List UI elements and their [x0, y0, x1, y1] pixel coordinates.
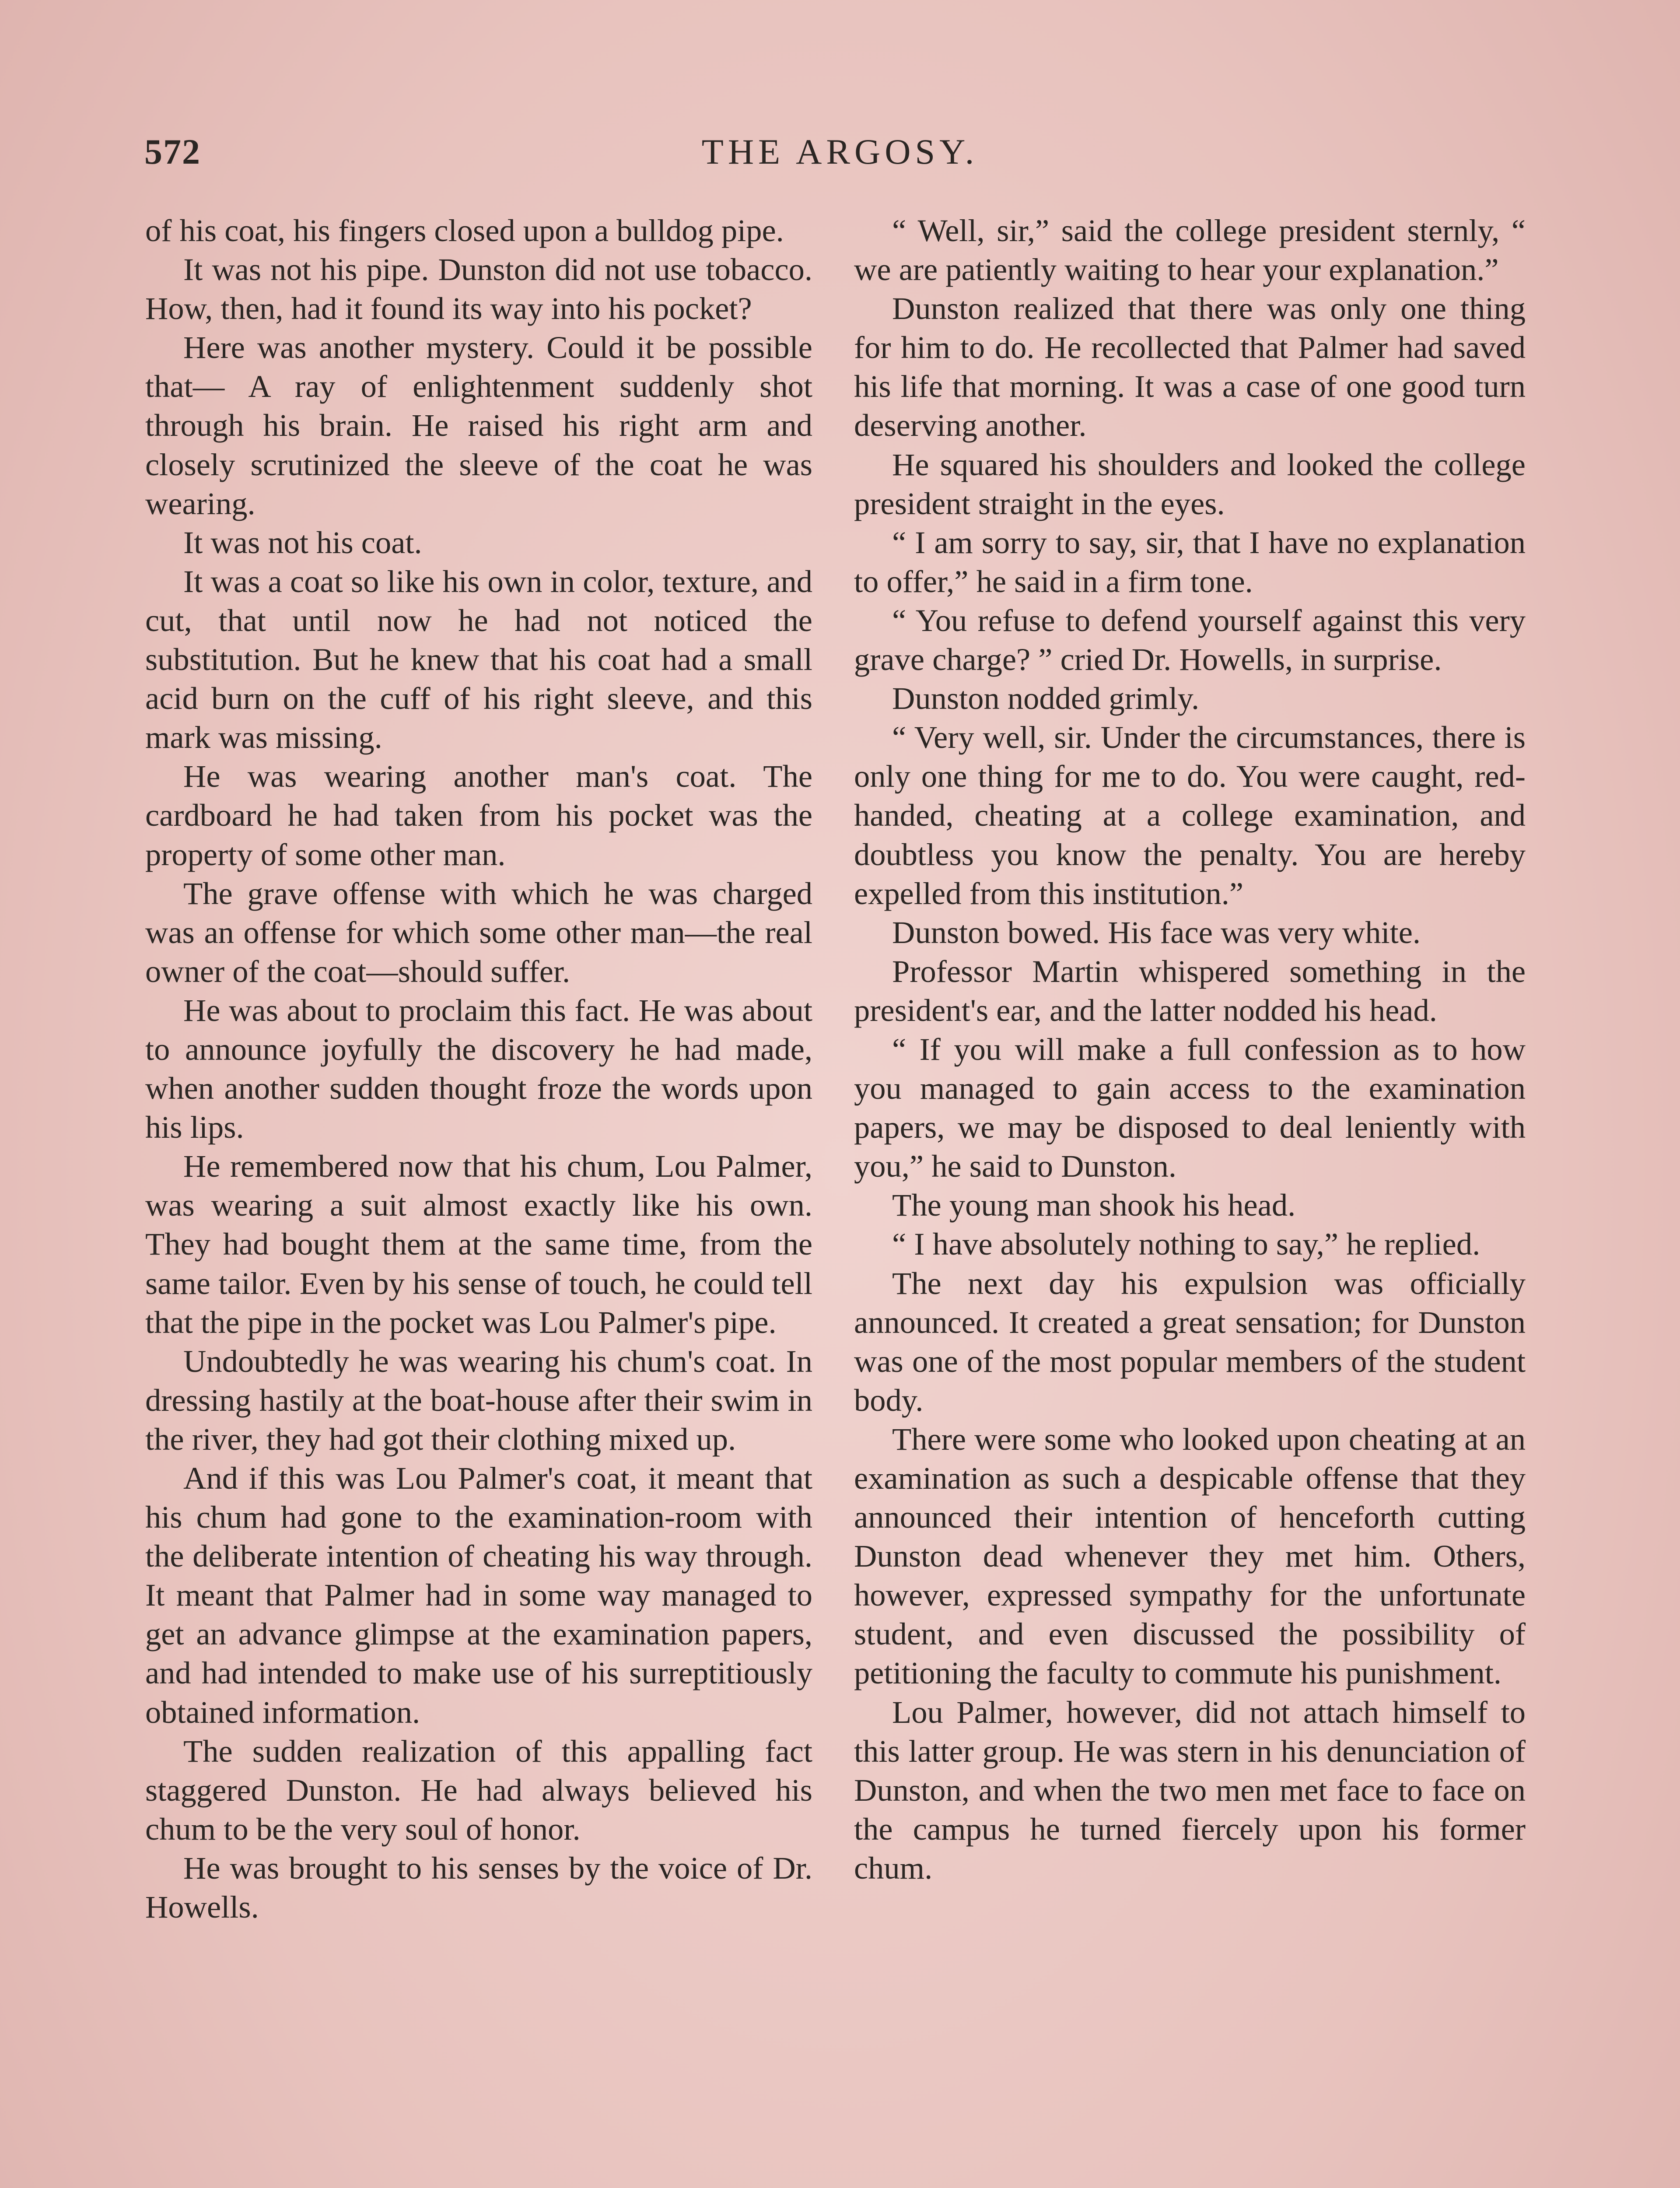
right-column	[854, 211, 1526, 1887]
paragraph: He squared his shoulders and looked the college president straight in the eyes.	[854, 446, 1526, 521]
paragraph: There were some who looked upon cheating at an examination as such a despicable offense that they announced their intention of henceforth cutting Dunston dead whenever they met him. Others, however, expressed sympathy for the unfortunate student, and even discussed the possibility of petitioning the faculty to commute his punishment.	[854, 1421, 1526, 1691]
paragraph: The young man shook his head.	[892, 1187, 1296, 1223]
paragraph: “ Very well, sir. Under the circumstances, there is only one thing for me to do. You were caught, red-handed, cheating at a college examination, and doubtless you know the penalty. You are hereby expelled from this institution.”	[854, 719, 1526, 911]
paragraph: The next day his expulsion was officially announced. It created a great sensation; for Dunston was one of the most popular members of the student body.	[854, 1265, 1526, 1418]
page-header	[144, 131, 1536, 179]
paragraph: He was brought to his senses by the voice of Dr. Howells.	[145, 1850, 812, 1925]
paragraph: Undoubtedly he was wearing his chum's coat. In dressing hastily at the boat-house after their swim in the river, they had got their clothing mixed up.	[145, 1343, 812, 1457]
paragraph: “ If you will make a full confession as to how you managed to gain access to the examination papers, we may be disposed to deal leniently with you,” he said to Dunston.	[854, 1031, 1526, 1184]
paragraph: It was not his coat.	[183, 524, 422, 560]
paragraph: He was wearing another man's coat. The cardboard he had taken from his pocket was the property of some other man.	[145, 758, 812, 872]
paragraph: He remembered now that his chum, Lou Palmer, was wearing a suit almost exactly like his own. They had bought them at the same time, from the same tailor. Even by his sense of touch, he could tell that the pipe in the pocket was Lou Palmer's pipe.	[145, 1148, 812, 1340]
paragraph: “ Well, sir,” said the college president sternly, “ we are patiently waiting to hear your explanation.”	[854, 213, 1526, 288]
paragraph: The grave offense with which he was charged was an offense for which some other man—the real owner of the coat—should suffer.	[145, 875, 812, 989]
paragraph: He was about to proclaim this fact. He was about to announce joyfully the discovery he had made, when another sudden thought froze the words upon his lips.	[145, 992, 812, 1145]
paragraph: “ I have absolutely nothing to say,” he replied.	[892, 1226, 1480, 1262]
paragraph: Dunston bowed. His face was very white.	[892, 914, 1421, 950]
paragraph: “ You refuse to defend yourself against this very grave charge? ” cried Dr. Howells, in surprise.	[854, 602, 1526, 677]
paragraph: Lou Palmer, however, did not attach himself to this latter group. He was stern in his denunciation of Dunston, and when the two men met face to face on the campus he turned fiercely upon his former chum.	[854, 1694, 1526, 1886]
paragraph: The sudden realization of this appalling fact staggered Dunston. He had always believed his chum to be the very soul of honor.	[145, 1733, 812, 1847]
paragraph: Dunston realized that there was only one thing for him to do. He recollected that Palmer had saved his life that morning. It was a case of one good turn deserving another.	[854, 291, 1526, 443]
paragraph: It was a coat so like his own in color, texture, and cut, that until now he had not noticed the substitution. But he knew that his coat had a small acid burn on the cuff of his right sleeve, and this mark was missing.	[145, 563, 812, 755]
paragraph: Professor Martin whispered something in the president's ear, and the latter nodded his head.	[854, 953, 1526, 1028]
running-head: THE ARGOSY.	[701, 132, 979, 172]
left-column	[145, 211, 812, 1926]
page-number: 572	[144, 132, 201, 172]
paragraph: Here was another mystery. Could it be possible that— A ray of enlightenment suddenly shot through his brain. He raised his right arm and closely scrutinized the sleeve of the coat he was wearing.	[145, 330, 812, 521]
paragraph: Dunston nodded grimly.	[892, 680, 1200, 716]
paragraph: And if this was Lou Palmer's coat, it meant that his chum had gone to the examination-room with the deliberate intention of cheating his way through. It meant that Palmer had in some way managed to get an advance glimpse at the examination papers, and had intended to make use of his surreptitiously obtained information.	[145, 1460, 812, 1730]
paragraph: “ I am sorry to say, sir, that I have no explanation to offer,” he said in a firm tone.	[854, 524, 1526, 599]
paragraph: It was not his pipe. Dunston did not use tobacco. How, then, had it found its way into his pocket?	[145, 252, 812, 326]
paragraph: of his coat, his fingers closed upon a bulldog pipe.	[145, 213, 784, 248]
